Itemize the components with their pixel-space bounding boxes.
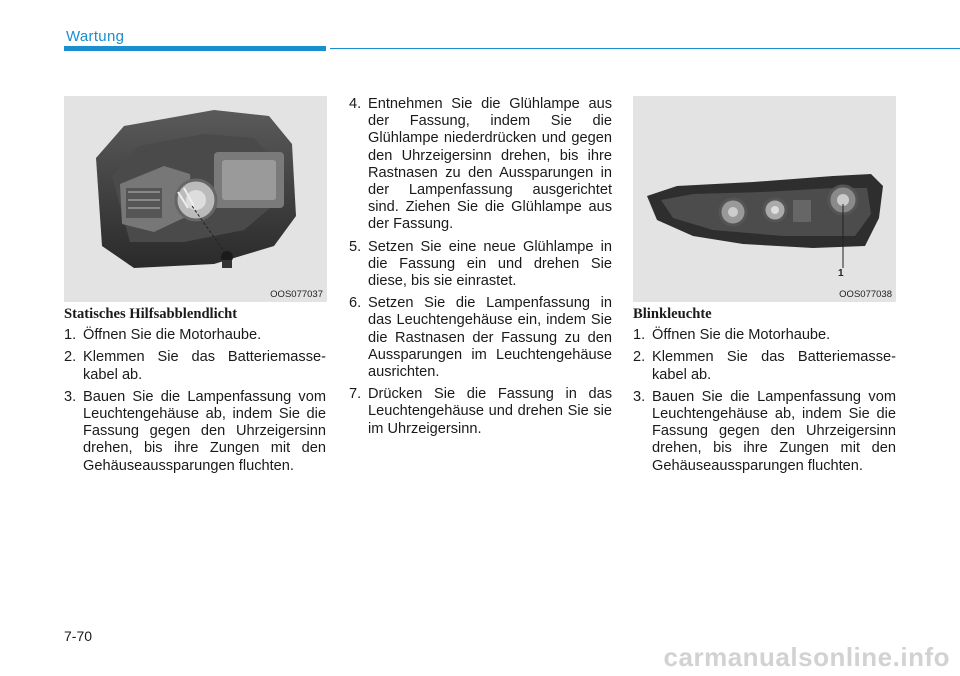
- section-heading: Statisches Hilfsabblendlicht: [64, 306, 238, 322]
- figure-code: OOS077037: [270, 289, 323, 300]
- list-item: 4. Entnehmen Sie die Glühlampe aus der Fassung, indem Sie die Glühlampe niederdrücken und gegen den Uhrzeigersinn drehen, bis ihre Rastnasen zu den Aussparungen in der Lampenfassung ausgerichtet sind. Ziehen Sie die Glühlampe aus der Fassung.: [349, 96, 612, 233]
- right-column: [633, 306, 896, 480]
- list-item: 2. Klemmen Sie das Batteriemassekabel ab.: [64, 349, 326, 383]
- list-item: 1. Öffnen Sie die Motorhaube.: [633, 327, 831, 344]
- turn-signal-figure: [633, 96, 896, 302]
- header-rule: [330, 48, 960, 49]
- left-column: [64, 306, 326, 480]
- list-item: 3. Bauen Sie die Lampenfassung vom Leuchtengehäuse ab, indem Sie die Fassung gegen den Uhrzeigersinn drehen, bis ihre Zungen mit den Gehäuseaussparungen fluchten.: [633, 388, 896, 474]
- list-item: 7. Drücken Sie die Fassung in das Leuchtengehäuse und drehen Sie sie im Uhrzeigersinn.: [349, 386, 612, 437]
- list-item: 1. Öffnen Sie die Motorhaube.: [64, 327, 262, 344]
- section-title: Wartung: [66, 28, 125, 45]
- callout-number: 1: [838, 268, 844, 279]
- page-number: 7-70: [64, 628, 93, 644]
- list-item: 3. Bauen Sie die Lampenfassung vom Leuchtengehäuse ab, indem Sie die Fassung gegen den Uhrzeigersinn drehen, bis ihre Zungen mit den Gehäuseaussparungen fluchten.: [64, 388, 326, 474]
- headlamp-figure: [64, 96, 327, 302]
- list-item: 6. Setzen Sie die Lampenfassung in das Leuchtengehäuse ein, indem Sie die Rastnasen der Fassung zu den Aussparungen im Leuchtengehäuse ausrichten.: [349, 295, 612, 381]
- middle-column: [349, 96, 612, 443]
- list-item: 2. Klemmen Sie das Batteriemassekabel ab.: [633, 349, 896, 383]
- headlamp-illustration: [64, 96, 327, 302]
- figure-code: OOS077038: [839, 289, 892, 300]
- header-accent-bar: [64, 46, 326, 51]
- step-list: [64, 327, 326, 475]
- step-list: [633, 327, 896, 475]
- turn-signal-illustration: [633, 96, 896, 302]
- step-list: [349, 96, 612, 438]
- watermark-link[interactable]: carmanualsonline.info: [663, 642, 950, 672]
- list-item: 5. Setzen Sie eine neue Glühlampe in die Fassung ein und drehen Sie diese, bis sie einrastet.: [349, 238, 612, 290]
- section-heading: Blinkleuchte: [633, 306, 712, 322]
